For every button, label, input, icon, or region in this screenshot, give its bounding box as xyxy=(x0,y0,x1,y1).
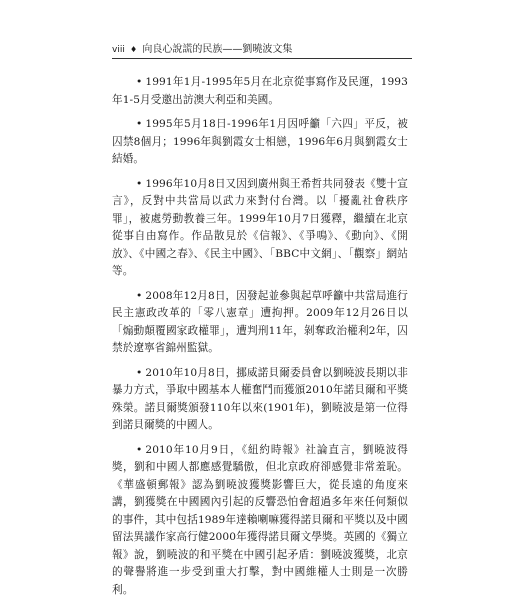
paragraph-text: 1996年10月8日又因到廣州與王希哲共同發表《雙十宣言》，反對中共當局以武力來對付台灣。以「擾亂社會秩序罪」，被處勞動教養三年。1999年10月7日獲釋，繼續在北京從事自由寫作。作品散見於《信報》、《爭鳴》、《動向》、《開放》、《中國之春》、《民主中國》、「BBC中文網」、「觀察」網站等。 xyxy=(112,177,408,277)
body-text xyxy=(112,74,408,606)
bullet-icon: • xyxy=(136,289,143,302)
paragraph-2010-press xyxy=(112,442,408,600)
running-title: 向良心說謊的民族——劉曉波文集 xyxy=(142,44,293,55)
bullet-icon: • xyxy=(136,177,143,190)
paragraph-1991 xyxy=(112,74,408,109)
page-number: viii xyxy=(112,45,125,55)
paragraph-1996 xyxy=(112,176,408,281)
header-rule xyxy=(112,58,412,59)
paragraph-text: 1991年1月-1995年5月在北京從事寫作及民運，1993年1-5月受邀出訪澳大利亞和美國。 xyxy=(112,76,408,106)
paragraph-2008 xyxy=(112,288,408,358)
paragraph-text: 2010年10月8日，挪威諾貝爾委員會以劉曉波長期以非暴力方式，爭取中國基本人權奮鬥而獲頒2010年諾貝爾和平獎殊榮。諾貝爾獎頒發110年以來(1901年)，劉曉波是第一位得到諾貝爾獎的中國人。 xyxy=(112,366,408,431)
bullet-icon: • xyxy=(136,366,143,379)
paragraph-text: 2008年12月8日，因發起並參與起草呼籲中共當局進行民主憲政改革的「零八憲章」遭拘押。2009年12月26日以「煽動顛覆國家政權罪」，遭判刑11年，剝奪政治權利2年，囚禁於遼寧省錦州監獄。 xyxy=(112,289,408,354)
bullet-icon: • xyxy=(136,118,143,130)
bullet-icon: • xyxy=(136,76,143,88)
paragraph-text: 1995年5月18日-1996年1月因呼籲「六四」平反，被囚禁8個月；1996年與劉霞女士相戀，1996年6月與劉霞女士結婚。 xyxy=(112,118,408,165)
bullet-icon: • xyxy=(136,443,143,456)
ornament-icon: ♦ xyxy=(130,45,138,54)
paragraph-2010-nobel xyxy=(112,365,408,435)
running-header xyxy=(112,44,412,56)
paragraph-1995 xyxy=(112,116,408,169)
paragraph-text: 2010年10月9日，《紐約時報》社論直言，劉曉波得獎，劉和中國人都應感覺驕傲，但北京政府卻感覺非常羞恥。《華盛頓郵報》認為劉曉波獲獎影響巨大，從長遠的角度來講，劉獲獎在中國國內引起的反響恐怕會超過多年來任何類似的事件，其中包括1989年達賴喇嘛獲得諾貝爾和平獎以及中國留法異議作家高行健2000年獲得諾貝爾文學獎。英國的《獨立報》說，劉曉波的和平獎在中國引起矛盾：劉曉波獲獎，北京的聲譽將進一步受到重大打擊，對中國維權人士則是一次勝利。 xyxy=(112,443,408,596)
